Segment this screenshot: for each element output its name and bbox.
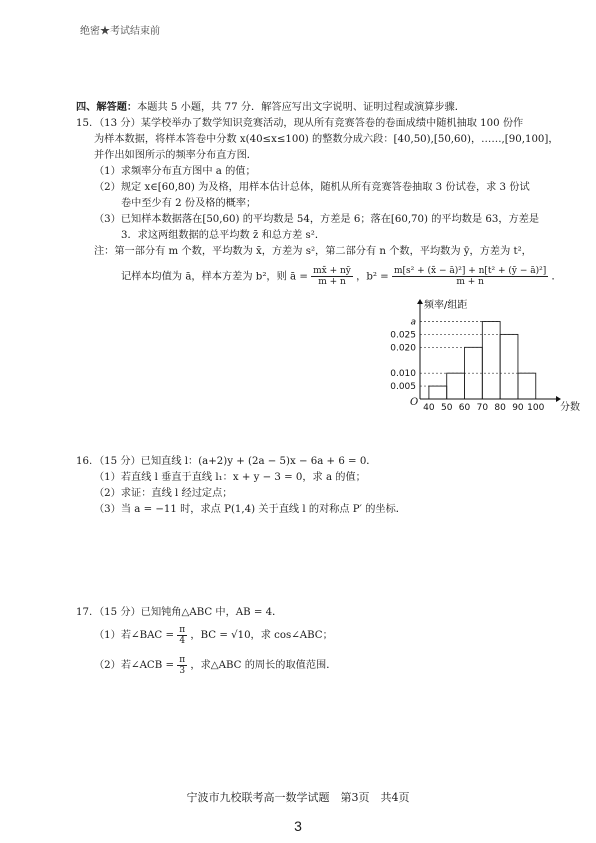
q17-part1 [94,624,333,648]
y-tick-label: a [410,317,416,328]
mean-formula-numerator: mx̄ + nȳ [313,266,351,276]
page-number: 3 [294,818,302,834]
y-tick-label: 0.010 [390,369,416,380]
variance-formula-fraction [392,266,548,287]
q15-part1: （1）求频率分布直方图中 a 的值； [94,166,256,177]
x-axis-label: 分数 [560,402,580,413]
q17-line1: （15 分）已知钝角△ABC 中，AB = 4． [94,607,283,618]
y-tick-label: 0.025 [390,330,416,341]
q15-note-formula [121,266,562,289]
confidential-header: 绝密★考试结束前 [80,26,160,37]
y-axis-arrow-icon [417,299,423,304]
q17-part2 [94,654,336,678]
x-tick-label: 50 [440,403,453,413]
q15-part3-b: 3．求这两组数据的总平均数 z̄ 和总方差 s²． [121,230,326,241]
origin-label: O [410,397,419,408]
x-tick-label: 60 [458,403,471,413]
q16-part1: （1）若直线 l 垂直于直线 l₁：x + y − 3 = 0，求 a 的值； [94,472,366,483]
x-tick-label: 40 [423,403,435,413]
q15-number: 15. [76,118,93,129]
q15-note-1: 注：第一部分有 m 个数，平均数为 x̄，方差为 s²，第二部分有 n 个数，平均数为 ȳ，方差为 t²， [94,246,532,257]
x-tick-label: 90 [512,403,524,413]
histogram-bar [482,322,500,400]
x-tick-label: 100 [527,403,545,413]
q17-part2-text-a: （2）若∠ACB = [94,660,174,671]
page-footer: 宁波市九校联考高一数学试题 第3页 共4页 [186,791,410,804]
q16-line1: （15 分）已知直线 l：(a+2)y + (2a − 5)x − 6a + 6 = 0． [94,456,377,467]
histogram-bar [429,386,447,399]
q17-part1-text-b: ，BC = √10，求 cos∠ABC； [190,630,333,641]
histogram-axes [417,299,561,402]
angle-fraction-denominator: 3 [179,665,186,676]
angle-fraction-numerator: π [179,624,186,635]
y-axis-label: 频率/组距 [424,300,468,311]
variance-formula-denominator: m + n [456,277,484,287]
q15-part2-b: 卷中至少有 2 份及格的概率； [121,198,257,209]
x-tick-label: 70 [476,403,489,413]
q15-line2: 为样本数据，将样本答卷中分数 x(40≤x≤100) 的整数分成六段：[40,50),[50,60)，……,[90,100]， [94,134,559,145]
variance-formula-numerator: m[s² + (x̄ − ā)²] + n[t² + (ȳ − ā)²] [393,266,547,276]
q15-part3-a: （3）已知样本数据落在[50,60) 的平均数是 54，方差是 6；落在[60,70) 的平均数是 63，方差是 [94,214,540,225]
x-tick-label: 80 [494,403,506,413]
q17-part2-text-b: ，求△ABC 的周长的取值范围． [190,660,337,671]
q15-line1: （13 分）某学校举办了数学知识竞赛活动，现从所有竞赛答卷的卷面成绩中随机抽取 100 份作 [94,118,524,129]
section-title: 四、解答题： [76,101,138,113]
note-text-a: 记样本均值为 ā，样本方差为 b²，则 ā = [121,271,308,283]
y-tick-label: 0.020 [390,343,416,354]
histogram-bar [518,373,536,399]
q17-part1-text-a: （1）若∠BAC = [94,630,174,641]
q16-number: 16. [76,456,93,467]
angle-fraction-numerator: π [179,654,186,665]
q15-part2-a: （2）规定 x∈[60,80) 为及格，用样本估计总体，随机从所有竞赛答卷抽取 3 份试卷，求 3 份试 [94,182,530,193]
note-text-c: ． [551,271,562,283]
y-tick-label: 0.005 [390,382,416,393]
note-text-b: ，b² = [356,271,389,283]
section-desc: 本题共 5 小题，共 77 分．解答应写出文字说明、证明过程或演算步骤． [137,102,465,113]
histogram-bars [429,322,536,400]
q16-part2: （2）求证：直线 l 经过定点； [94,488,233,499]
mean-formula-fraction [311,266,353,287]
histogram-labels [390,298,580,413]
section-heading [76,100,465,115]
q15-line3: 并作出如图所示的频率分布直方图． [94,150,257,161]
mean-formula-denominator: m + n [318,277,346,287]
histogram-bar [447,373,465,399]
angle-fraction-denominator: 4 [179,635,186,646]
angle-fraction-pi-3 [177,655,187,676]
angle-fraction-pi-4 [177,625,187,646]
q16-part3: （3）当 a = −11 时，求点 P(1,4) 关于直线 l 的对称点 P′ 的坐标． [94,504,406,515]
frequency-histogram [390,298,580,418]
histogram-bar [500,334,518,399]
q17-number: 17. [76,607,93,618]
